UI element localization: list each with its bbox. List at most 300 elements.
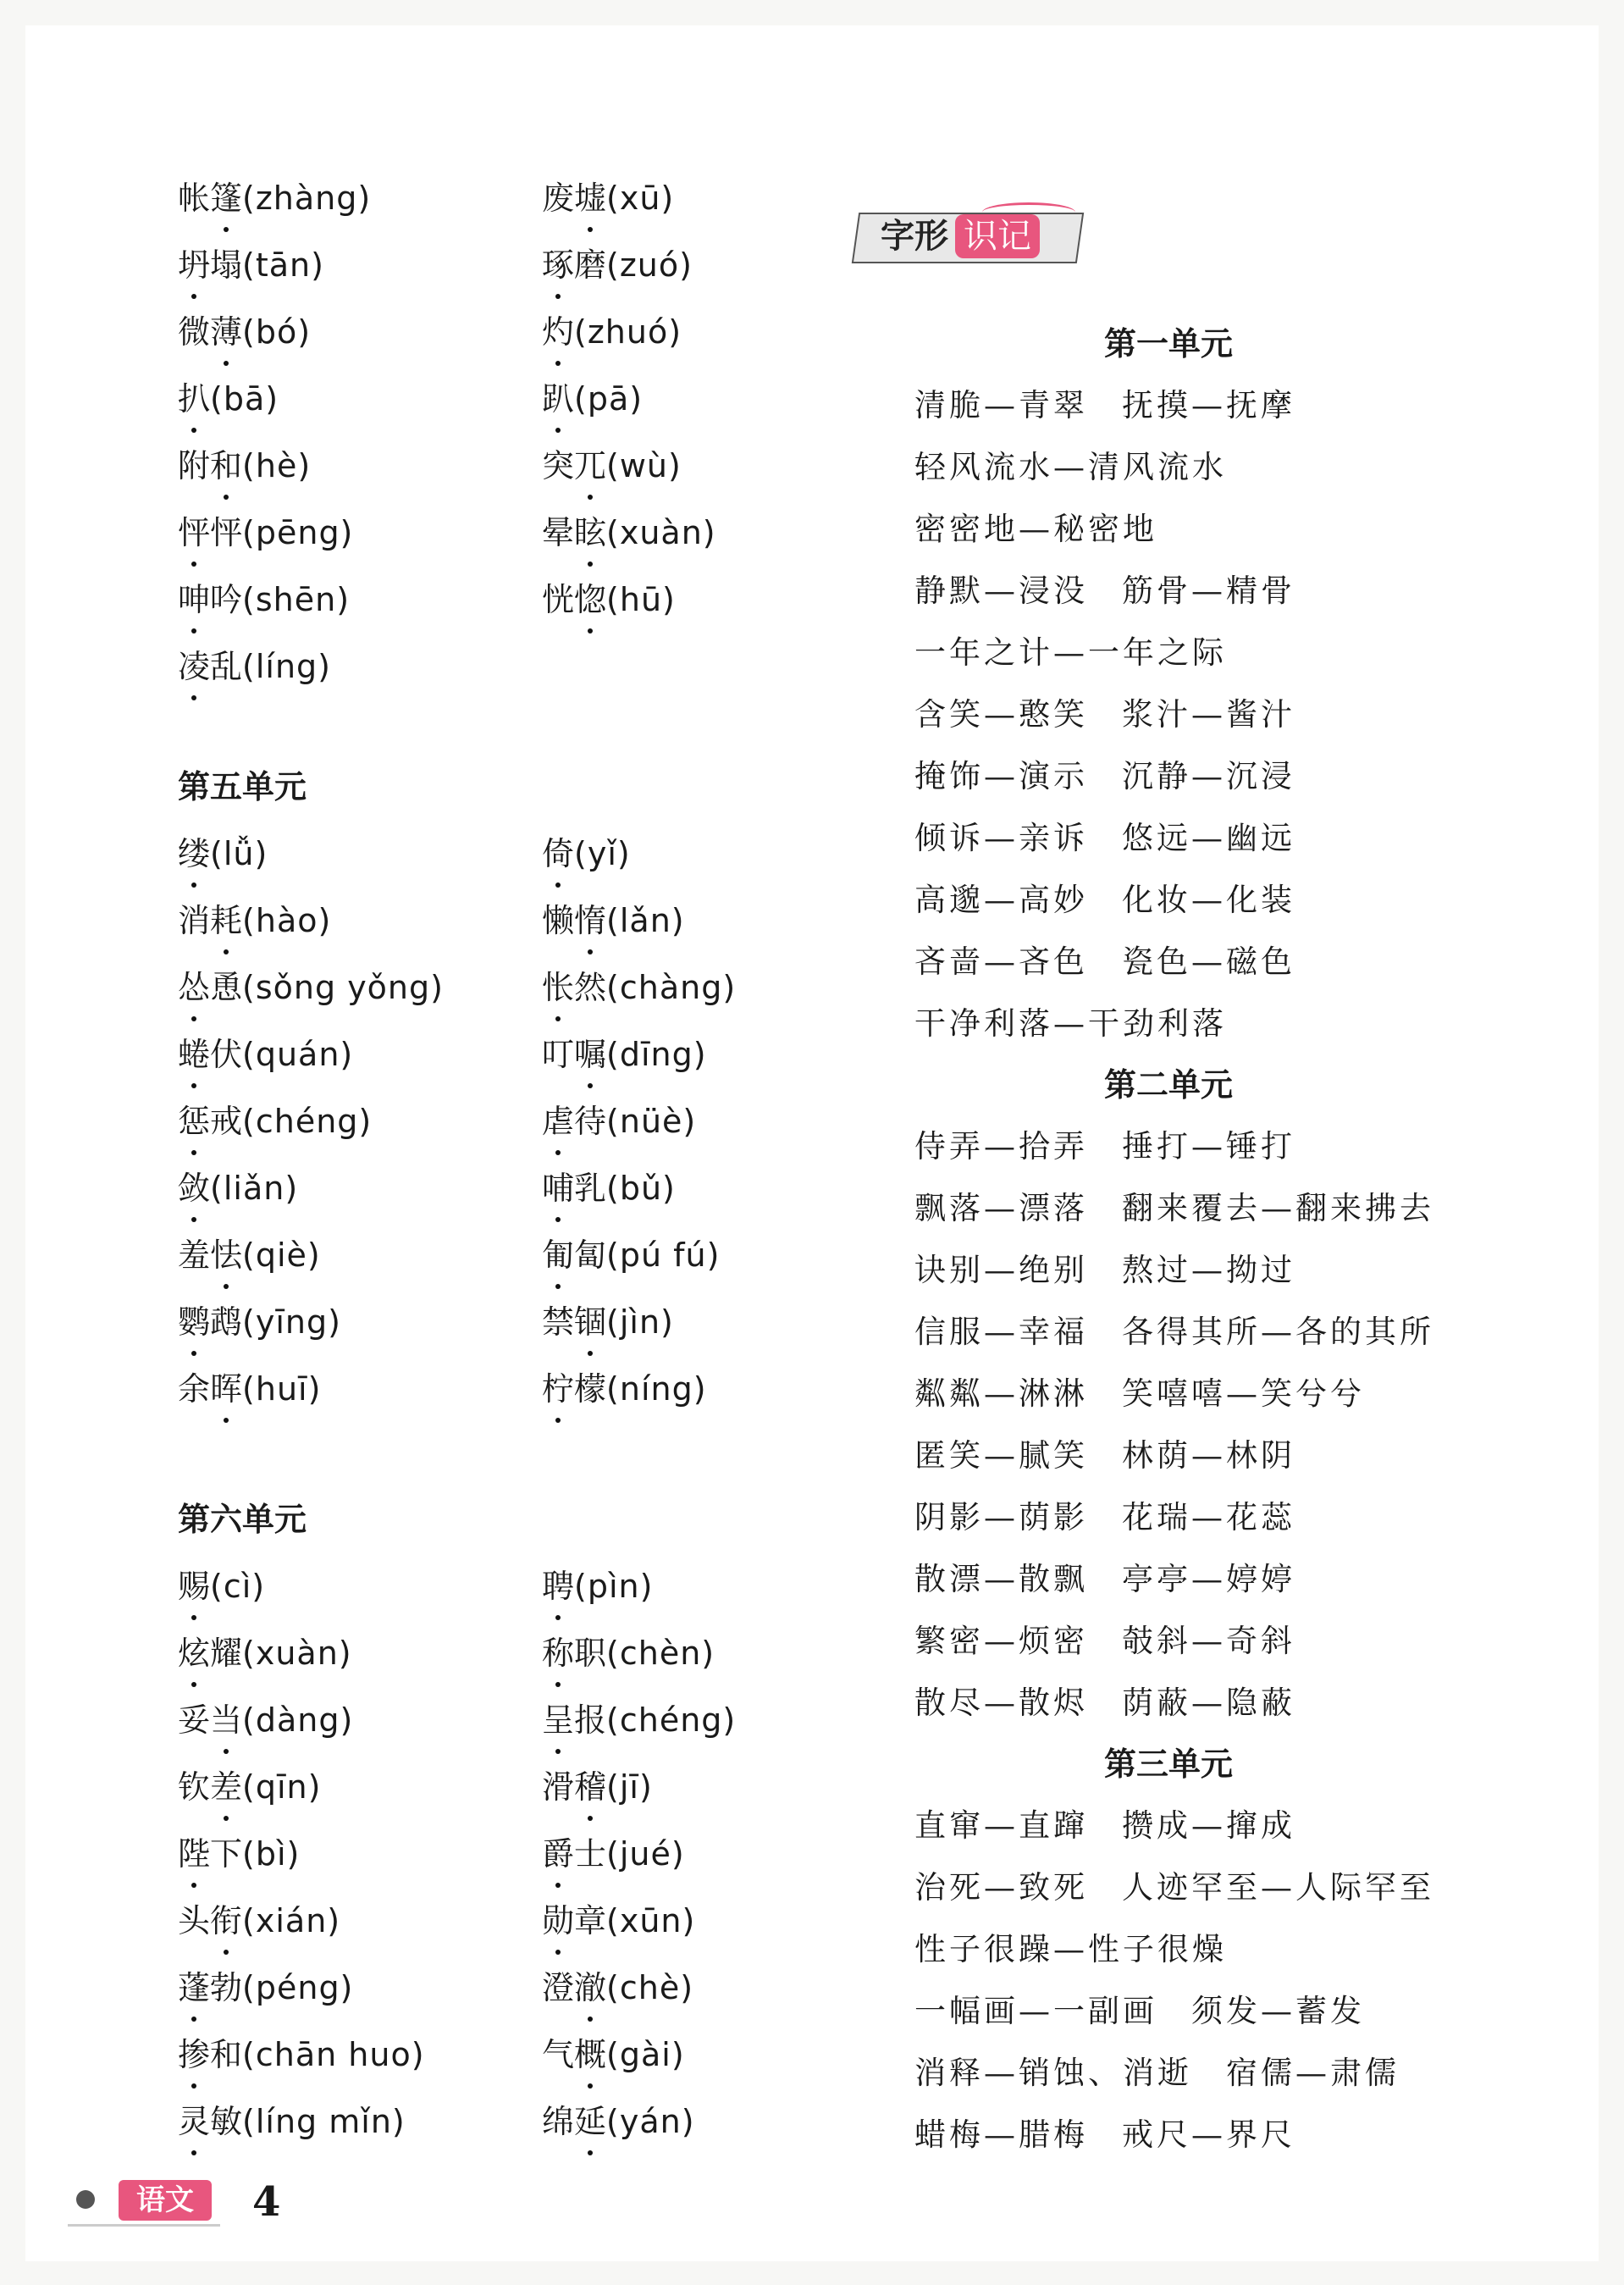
emphasis-dot [588,1083,593,1088]
entry-word: 灵 敏 [178,2103,242,2140]
entry-pinyin: (jī) [606,1768,653,1806]
word-pair-row [914,498,1507,560]
emphasis-dot [224,1950,229,1955]
emphasis-dot [555,361,561,366]
word-pair: 高邈—高妙 [914,882,1088,918]
word-pair-row [914,993,1507,1054]
entry-word: 惩 戒 [178,1103,242,1140]
entry-word: 怦 怦 [178,514,242,551]
entry-word: 敛 [178,1170,210,1207]
pinyin-entry [542,1021,940,1088]
word-pair-row [914,1610,1507,1672]
entry-word: 虐 待 [542,1103,606,1140]
pinyin-column-left [178,165,533,2155]
entry-word: 妥当 [178,1701,242,1739]
word-pair-row [914,1177,1507,1239]
badge-label-2: 识记 [955,214,1040,258]
emphasis-dot [191,2150,196,2155]
word-pair: 宿儒—肃儒 [1226,2055,1400,2091]
emphasis-dot [588,2083,593,2089]
word-pair-row [914,1672,1507,1734]
pinyin-entry [178,299,533,366]
emphasis-dot [555,1950,561,1955]
pinyin-entry [542,1356,940,1423]
pinyin-entry [178,1754,533,1821]
entry-word: 怅 然 [542,969,606,1006]
word-pair: 须发—蓄发 [1191,1993,1365,2029]
word-pair: 飘落—漂落 [914,1190,1088,1226]
entry-pinyin: (chè) [606,1969,694,2006]
entry-word: 叮嘱 [542,1036,606,1073]
word-pair-row [914,683,1507,745]
emphasis-dot [555,428,561,433]
pinyin-entry [542,1088,940,1155]
word-pair: 翻来覆去—翻来拂去 [1122,1190,1434,1226]
entry-pinyin: (chàng) [606,969,737,1006]
emphasis-dot [224,1749,229,1754]
entry-word: 扒 [178,380,210,418]
pinyin-entry [542,1620,940,1687]
word-pair: 攒成—撺成 [1122,1807,1295,1844]
entry-word: 余晖 [178,1370,242,1408]
word-pair-row [914,869,1507,931]
pinyin-entry [542,232,940,299]
entry-word: 滑稽 [542,1768,606,1806]
word-pair-row [914,745,1507,807]
word-pair: 粼粼—淋淋 [914,1375,1088,1412]
entry-word: 掺 和 [178,2036,242,2073]
emphasis-dot [191,1351,196,1356]
spacer [542,633,940,700]
emphasis-dot [191,2017,196,2022]
word-pair: 含笑—憨笑 [914,696,1088,733]
entry-word: 帐篷 [178,180,242,217]
emphasis-dot [191,1883,196,1888]
word-pair: 倾诉—亲诉 [914,820,1088,856]
emphasis-dot [555,1016,561,1021]
emphasis-dot [588,949,593,954]
emphasis-dot [555,1615,561,1620]
pinyin-entry [542,1955,940,2022]
entry-word: 微薄 [178,313,242,351]
pinyin-entry [178,366,533,433]
pinyin-entry [542,2089,940,2155]
spacer [542,700,940,753]
emphasis-dot [224,1418,229,1423]
entry-pinyin: (zhàng) [242,180,372,217]
word-pair: 各得其所—各的其所 [1122,1314,1434,1350]
entry-word: 蓬 勃 [178,1969,242,2006]
entry-word: 绵延 [542,2103,606,2140]
page-footer [68,2177,356,2236]
emphasis-dot [224,227,229,232]
entry-pinyin: (qiè) [242,1237,321,1274]
emphasis-dot [555,1284,561,1289]
entry-pinyin: (chéng) [606,1701,737,1739]
entry-pinyin: (chéng) [242,1103,373,1140]
footer-line [68,2224,220,2227]
word-pair: 治死—致死 [914,1869,1088,1906]
word-pair-column [914,313,1507,2166]
page-number: 4 [252,2178,281,2226]
pinyin-entry [178,954,533,1021]
pinyin-entry [178,1021,533,1088]
entry-pinyin: (pú fú) [606,1237,721,1274]
pinyin-entry [178,1821,533,1888]
word-pair: 清脆—青翠 [914,387,1088,423]
pinyin-entry [178,232,533,299]
pinyin-entry [542,1687,940,1754]
word-pair: 抚摸—抚摩 [1122,387,1295,423]
emphasis-dot [588,227,593,232]
entry-word: 趴 [542,380,574,418]
pinyin-entry [542,821,940,888]
word-pair: 匿笑—腻笑 [914,1437,1088,1474]
pinyin-entry [178,2022,533,2089]
entry-word: 聘 [542,1568,574,1605]
entry-word: 凌 乱 [178,648,242,685]
spacer [542,1486,940,1553]
emphasis-dot [588,628,593,633]
word-pair-row [914,1301,1507,1363]
word-pair-row [914,436,1507,498]
emphasis-dot [555,1749,561,1754]
word-pair-row [914,1856,1507,1918]
word-pair: 侍弄—拾弄 [914,1128,1088,1165]
word-pair-row [914,1239,1507,1301]
pinyin-entry [542,165,940,232]
pinyin-entry [178,1155,533,1222]
pinyin-entry [178,1289,533,1356]
entry-word: 称 职 [542,1635,606,1672]
pinyin-entry [542,500,940,567]
entry-word: 恍惚 [542,581,606,618]
word-pair: 戒尺—界尺 [1122,2116,1295,2153]
word-pair-row [914,1363,1507,1425]
emphasis-dot [224,1816,229,1821]
entry-word: 哺 乳 [542,1170,606,1207]
spacer [542,753,940,821]
word-pair-row [914,807,1507,869]
word-pair: 笑嘻嘻—笑兮兮 [1122,1375,1365,1412]
word-pair-row [914,1486,1507,1548]
emphasis-dot [224,1284,229,1289]
entry-pinyin: (xū) [606,180,675,217]
word-pair: 性子很躁—性子很燥 [914,1931,1227,1967]
emphasis-dot [555,1418,561,1423]
entry-pinyin: (xián) [242,1902,341,1939]
entry-word: 倚 [542,835,574,872]
emphasis-dot [588,562,593,567]
word-pair: 静默—浸没 [914,573,1088,609]
subject-label: 语文 [119,2180,212,2221]
entry-pinyin: (zhuó) [574,313,682,351]
unit-heading: 第一单元 [1103,325,1233,362]
word-pair: 轻风流水—清风流水 [914,449,1227,485]
pinyin-entry [178,1620,533,1687]
pinyin-entry [178,2089,533,2155]
pinyin-entry [542,366,940,433]
entry-word: 懒惰 [542,902,606,939]
entry-pinyin: (sǒng yǒng) [242,969,444,1006]
emphasis-dot [224,949,229,954]
word-pair: 筋骨—精骨 [1122,573,1295,609]
entry-word: 呻 吟 [178,581,242,618]
spacer [178,1423,533,1486]
word-pair: 散尽—散烬 [914,1685,1088,1721]
pinyin-entry [542,1289,940,1356]
word-pair-row [914,1980,1507,2042]
pinyin-entry [178,500,533,567]
entry-word: 头衔 [178,1902,242,1939]
entry-pinyin: (pā) [574,380,644,418]
pinyin-entry [542,567,940,633]
entry-word: 赐 [178,1568,210,1605]
pinyin-entry [178,1687,533,1754]
emphasis-dot [588,495,593,500]
entry-pinyin: (tān) [242,246,324,284]
emphasis-dot [191,695,196,700]
emphasis-dot [555,1682,561,1687]
entry-pinyin: (zuó) [606,246,693,284]
entry-pinyin: (bā) [210,380,279,418]
emphasis-dot [588,1351,593,1356]
entry-word: 废墟 [542,180,606,217]
word-pair-row [914,1115,1507,1177]
pinyin-entry [542,1155,940,1222]
entry-word: 禁锢 [542,1303,606,1341]
entry-pinyin: (hè) [242,447,312,484]
badge-label-1: 字形 [881,217,948,256]
entry-pinyin: (jìn) [606,1303,674,1341]
entry-pinyin: (xuàn) [242,1635,352,1672]
pinyin-column-middle [542,165,940,2155]
pinyin-entry [542,1553,940,1620]
entry-pinyin: (liǎn) [210,1170,299,1207]
word-pair: 繁密—烦密 [914,1623,1088,1659]
emphasis-dot [191,2083,196,2089]
pinyin-entry [542,1222,940,1289]
entry-pinyin: (quán) [242,1036,354,1073]
word-pair: 诀别—绝别 [914,1252,1088,1288]
entry-word: 灼 [542,313,574,351]
entry-word: 怂 恿 [178,969,242,1006]
unit-heading: 第三单元 [1103,1746,1233,1783]
word-pair: 吝啬—吝色 [914,943,1088,980]
entry-pinyin: (bó) [242,313,312,351]
emphasis-dot [191,1083,196,1088]
pinyin-entry [178,1356,533,1423]
emphasis-dot [191,882,196,888]
entry-word: 缕 [178,835,210,872]
entry-pinyin: (dàng) [242,1701,354,1739]
word-pair: 悠远—幽远 [1122,820,1295,856]
pinyin-entry [542,888,940,954]
word-pair: 瓷色—磁色 [1122,943,1295,980]
entry-word: 消耗 [178,902,242,939]
entry-word: 蜷 伏 [178,1036,242,1073]
entry-pinyin: (yǐ) [574,835,631,872]
entry-pinyin: (xuàn) [606,514,716,551]
entry-pinyin: (péng) [242,1969,354,2006]
word-pair-row [914,1548,1507,1610]
word-pair: 熬过—拗过 [1122,1252,1295,1288]
word-pair: 散漂—散飘 [914,1561,1088,1597]
word-pair: 攲斜—奇斜 [1122,1623,1295,1659]
entry-pinyin: (chān huo) [242,2036,425,2073]
unit-heading: 第五单元 [178,768,307,805]
emphasis-dot [224,361,229,366]
entry-word: 炫 耀 [178,1635,242,1672]
pinyin-entry [542,954,940,1021]
entry-word: 附和 [178,447,242,484]
entry-pinyin: (bǔ) [606,1170,676,1207]
entry-pinyin: (cì) [210,1568,266,1605]
pinyin-entry [542,1821,940,1888]
pinyin-entry [542,1888,940,1955]
emphasis-dot [588,1816,593,1821]
pinyin-entry [178,888,533,954]
word-pair: 亭亭—婷婷 [1122,1561,1295,1597]
pinyin-entry [542,1754,940,1821]
pinyin-entry [542,299,940,366]
entry-word: 羞怯 [178,1237,242,1274]
entry-pinyin: (dīng) [606,1036,707,1073]
word-pair: 一幅画—一副画 [914,1993,1157,2029]
emphasis-dot [555,882,561,888]
word-pair-row [914,2104,1507,2166]
word-pair: 化妆—化装 [1122,882,1295,918]
entry-pinyin: (gài) [606,2036,685,2073]
pinyin-entry [178,165,533,232]
entry-pinyin: (pēng) [242,514,354,551]
entry-pinyin: (qīn) [242,1768,322,1806]
pinyin-entry [178,567,533,633]
word-pair-row [914,1795,1507,1856]
emphasis-dot [191,428,196,433]
emphasis-dot [191,1016,196,1021]
emphasis-dot [191,1217,196,1222]
word-pair: 荫蔽—隐蔽 [1122,1685,1295,1721]
pinyin-entry [178,433,533,500]
word-pair: 一年之计—一年之际 [914,634,1227,671]
emphasis-dot [588,2150,593,2155]
entry-pinyin: (hū) [606,581,676,618]
pinyin-entry [178,821,533,888]
entry-word: 柠 檬 [542,1370,606,1408]
pinyin-entry [178,1088,533,1155]
word-pair: 阴影—荫影 [914,1499,1088,1535]
footer-dot-icon [76,2190,95,2209]
emphasis-dot [191,294,196,299]
entry-pinyin: (lǚ) [210,835,268,872]
entry-pinyin: (yán) [606,2103,695,2140]
entry-word: 琢 磨 [542,246,606,284]
unit-heading: 第二单元 [1103,1066,1233,1104]
emphasis-dot [224,495,229,500]
word-pair: 林荫—林阴 [1122,1437,1295,1474]
entry-pinyin: (líng) [242,648,332,685]
word-pair: 信服—幸福 [914,1314,1088,1350]
entry-pinyin: (lǎn) [606,902,685,939]
entry-pinyin: (chèn) [606,1635,715,1672]
entry-pinyin: (pìn) [574,1568,654,1605]
emphasis-dot [191,1615,196,1620]
emphasis-dot [191,628,196,633]
emphasis-dot [555,1883,561,1888]
entry-word: 钦差 [178,1768,242,1806]
word-pair: 花瑞—花蕊 [1122,1499,1295,1535]
word-pair-row [914,374,1507,436]
spacer [542,1423,940,1486]
entry-word: 气概 [542,2036,606,2073]
pinyin-entry [178,1955,533,2022]
emphasis-dot [191,1682,196,1687]
entry-word: 勋 章 [542,1902,606,1939]
entry-word: 呈 报 [542,1701,606,1739]
word-pair: 掩饰—演示 [914,758,1088,794]
word-pair: 密密地—秘密地 [914,511,1157,547]
entry-word: 陛 下 [178,1835,242,1873]
pinyin-entry [178,1553,533,1620]
entry-pinyin: (hào) [242,902,332,939]
entry-pinyin: (níng) [606,1370,707,1408]
word-pair-row [914,560,1507,622]
word-pair: 干净利落—干劲利落 [914,1005,1227,1042]
pinyin-entry [178,633,533,700]
word-pair: 捶打—锤打 [1122,1128,1295,1165]
pinyin-entry [542,433,940,500]
entry-pinyin: (wù) [606,447,682,484]
word-pair-row [914,1918,1507,1980]
entry-word: 突兀 [542,447,606,484]
entry-word: 匍 匐 [542,1237,606,1274]
emphasis-dot [191,562,196,567]
word-pair: 沉静—沉浸 [1122,758,1295,794]
emphasis-dot [191,1150,196,1155]
emphasis-dot [588,2017,593,2022]
entry-word: 鹦 鹉 [178,1303,242,1341]
entry-pinyin: (shēn) [242,581,351,618]
entry-pinyin: (bì) [242,1835,301,1873]
unit-heading: 第六单元 [178,1501,307,1538]
word-pair: 直窜—直蹿 [914,1807,1088,1844]
emphasis-dot [555,1150,561,1155]
word-pair-row [914,622,1507,683]
entry-pinyin: (xūn) [606,1902,696,1939]
entry-word: 坍 塌 [178,246,242,284]
spacer [178,700,533,753]
emphasis-dot [555,1217,561,1222]
word-pair: 人迹罕至—人际罕至 [1122,1869,1434,1906]
entry-word: 澄澈 [542,1969,606,2006]
word-pair: 浆汁—酱汁 [1122,696,1295,733]
entry-word: 爵 士 [542,1835,606,1873]
pinyin-entry [178,1888,533,1955]
pinyin-entry [178,1222,533,1289]
word-pair-row [914,2042,1507,2104]
entry-pinyin: (líng mǐn) [242,2103,406,2140]
word-pair-row [914,931,1507,993]
entry-pinyin: (huī) [242,1370,322,1408]
entry-word: 晕眩 [542,514,606,551]
word-pair: 蜡梅—腊梅 [914,2116,1088,2153]
entry-pinyin: (nüè) [606,1103,697,1140]
word-pair: 消释—销蚀、消逝 [914,2055,1192,2091]
entry-pinyin: (yīng) [242,1303,341,1341]
word-pair-row [914,1425,1507,1486]
emphasis-dot [555,294,561,299]
